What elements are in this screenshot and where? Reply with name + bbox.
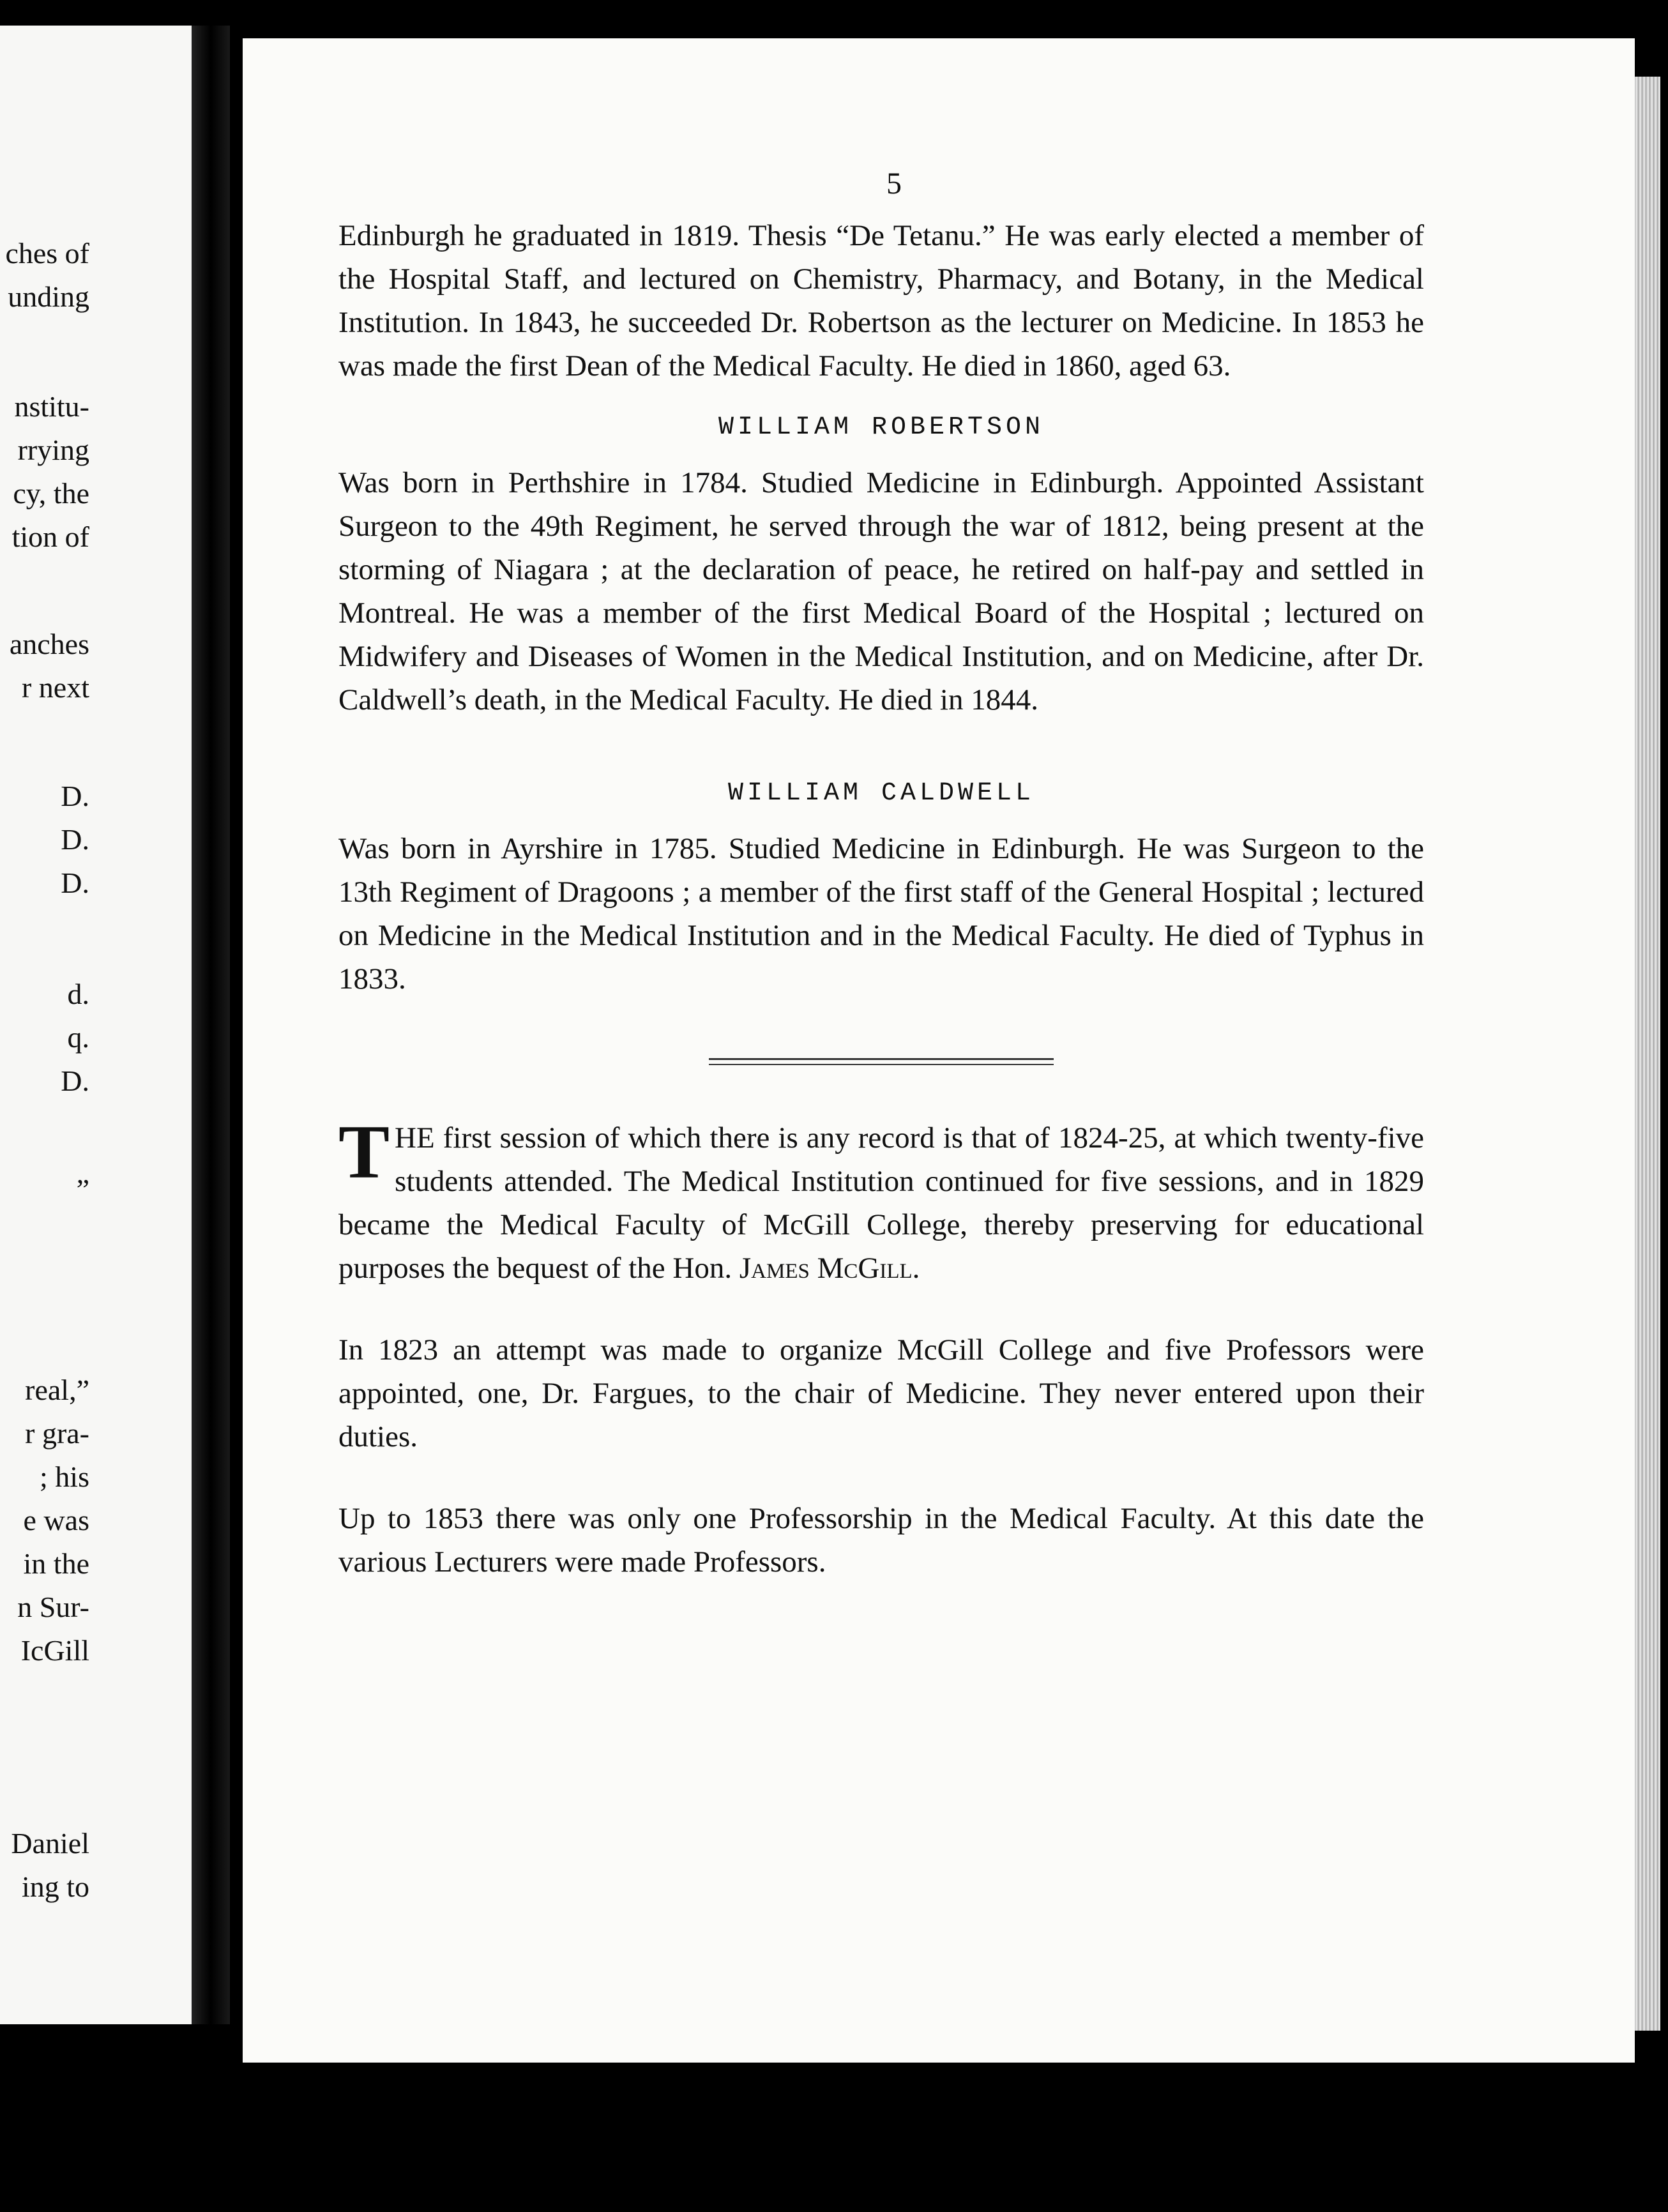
book-gutter xyxy=(192,26,230,2024)
page-stack-edge xyxy=(1635,77,1660,2031)
left-fragment: d. xyxy=(67,978,89,1010)
left-fragment: r gra- xyxy=(25,1417,89,1450)
left-fragment: e was xyxy=(23,1504,89,1536)
left-fragment: anches xyxy=(9,628,89,660)
left-fragment: rrying xyxy=(17,434,89,466)
left-fragment: ches of xyxy=(5,237,89,269)
left-fragment: D. xyxy=(61,867,89,899)
left-fragment: q. xyxy=(67,1021,89,1054)
paragraph-dean-bio: Edinburgh he graduated in 1819. Thesis “De Tetanu.” He was early elected a member of the Hospital Staff, and lectured on Chemistry, Pharmacy, and Botany, in the Medical Institution. In 1843, he succeeded Dr. Robertson as the lecturer on Medicine. In 1853 he was made the first Dean of the Medical Faculty. He died in 1860, aged 63. xyxy=(338,219,1424,383)
left-fragment: D. xyxy=(61,823,89,856)
left-fragment: Daniel xyxy=(11,1827,89,1860)
heading-william-caldwell: WILLIAM CALDWELL xyxy=(727,779,1035,808)
paragraph-caldwell-bio: Was born in Ayrshire in 1785. Studied Medicine in Edinburgh. He was Surgeon to the 13th Regiment of Dragoons ; a member of the first staff of the General Hospital ; lectured on Medicine in the Medical Institution and in the Medical Faculty. He died of Typhus in 1833. xyxy=(338,832,1424,996)
left-fragment: ; his xyxy=(40,1460,89,1493)
paragraph-robertson-bio: Was born in Perthshire in 1784. Studied Medicine in Edinburgh. Appointed Assistant Surgeon to the 49th Regiment, he served through the war of 1812, being present at the storming of Niagara ; at the declaration of peace, he retired on half-pay and settled in Montreal. He was a member of the first Medical Board of the Hospital ; lectured on Midwifery and Diseases of Women in the Medical Institution, and on Medicine, after Dr. Caldwell’s death, in the Medical Faculty. He died in 1844. xyxy=(338,466,1424,716)
james-mcgill-name: James McGill. xyxy=(739,1252,920,1285)
left-fragment: tion of xyxy=(11,520,89,553)
previous-page-edge xyxy=(0,26,192,2024)
left-fragment: nstitu- xyxy=(14,390,89,423)
left-fragment: n Sur- xyxy=(17,1591,89,1623)
left-fragment: unding xyxy=(8,280,89,313)
left-fragment: in the xyxy=(23,1547,89,1580)
paragraph-first-session xyxy=(338,1109,1424,1290)
left-fragment: ing to xyxy=(21,1870,89,1903)
left-fragment: IcGill xyxy=(20,1634,89,1667)
left-fragment: D. xyxy=(61,780,89,812)
left-fragment: real,” xyxy=(25,1374,89,1406)
paragraph-1823: In 1823 an attempt was made to organize McGill College and five Professors were appointed, one, Dr. Fargues, to the chair of Medicine. They never entered upon their duties. xyxy=(338,1333,1424,1453)
page-number: 5 xyxy=(886,167,902,201)
first-session-text: HE first session of which there is any record is that of 1824-25, at which twenty-five students attended. The Medical Institution continued for five sessions, and in 1829 became the Medical Faculty of McGill College, thereby preserving for educational purposes the bequest of the Hon. xyxy=(338,1121,1424,1285)
left-fragment: D. xyxy=(61,1064,89,1097)
section-divider xyxy=(709,1058,1054,1065)
document-page xyxy=(243,38,1635,2063)
left-fragment: cy, the xyxy=(13,477,89,510)
page-content xyxy=(338,166,1424,1584)
left-fragment: ” xyxy=(76,1173,89,1206)
left-fragment: r next xyxy=(21,671,89,704)
heading-william-robertson: WILLIAM ROBERTSON xyxy=(718,413,1045,442)
paragraph-1853: Up to 1853 there was only one Professorship in the Medical Faculty. At this date the various Lecturers were made Professors. xyxy=(338,1502,1424,1579)
drop-cap: T xyxy=(338,1109,390,1194)
